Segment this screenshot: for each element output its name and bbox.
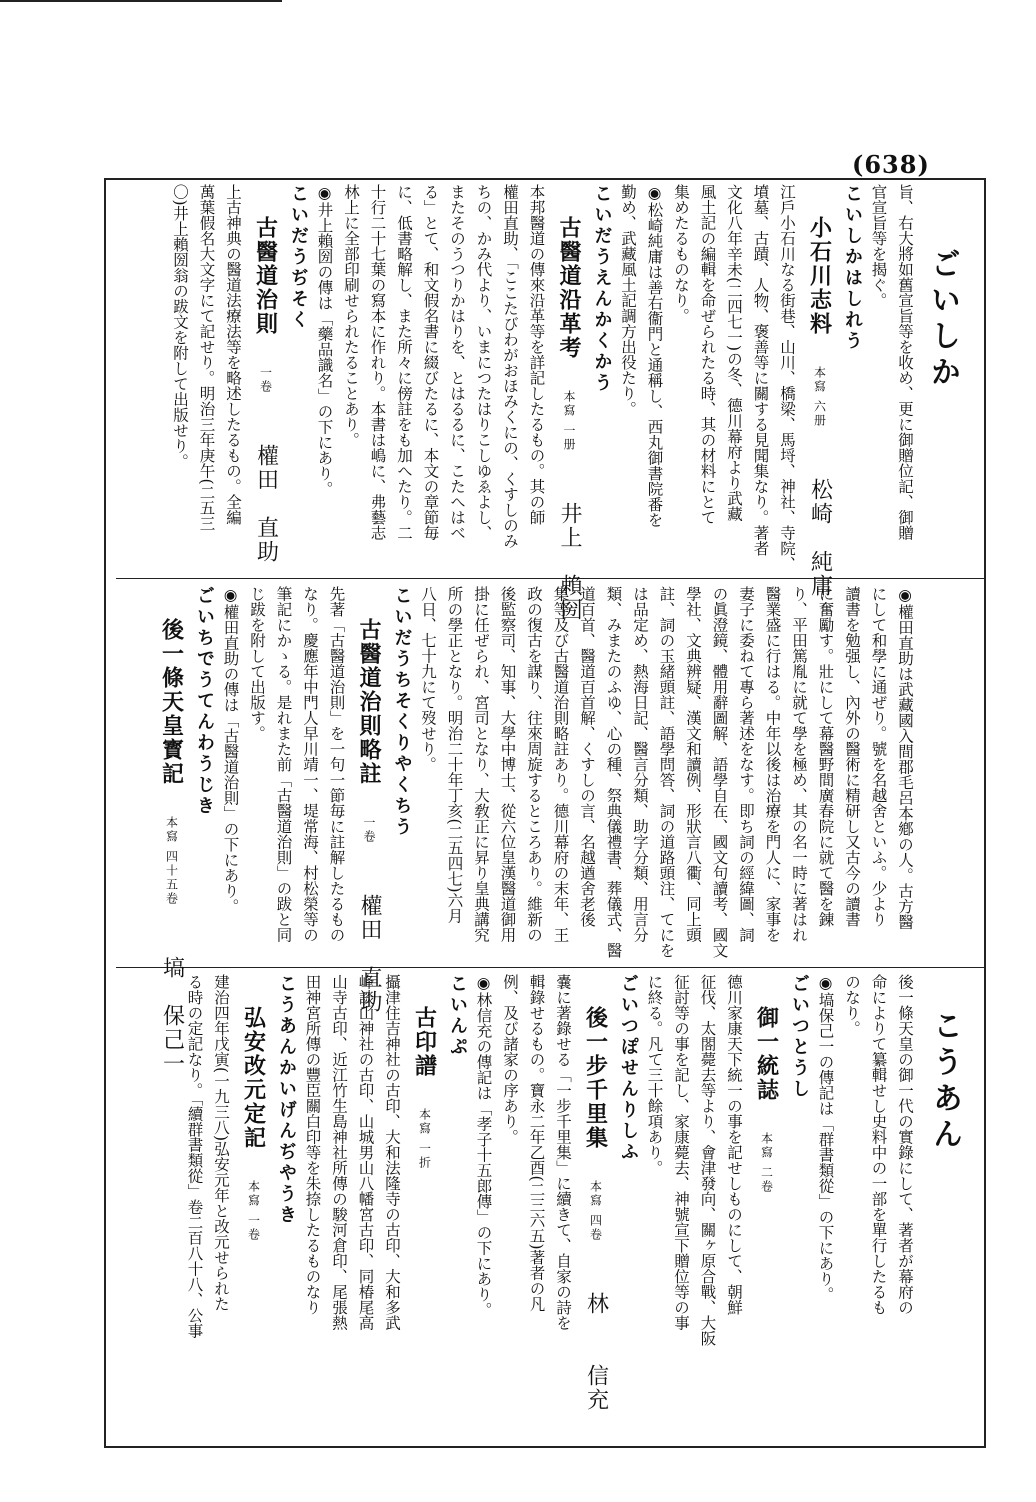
text-line: 山寺古印、近江竹生島神社所傳の駿河倉印、尾張熱 [330,974,348,1331]
text-line: なり。慶應年中門人早川靖一、堤常海、村松榮等の [301,586,319,943]
entry-title: 古醫道治則略註 [356,618,382,786]
text-line: 文化八年辛未(二四七一)の冬、德川幕府より武藏 [725,184,743,522]
entry-author: 權田 直助 [253,444,279,564]
entry-title: 古醫道治則 [252,216,279,336]
text-line: ◉權田直助は武藏國入間郡毛呂本鄕の人。古方醫 [896,586,914,930]
entry-title-line [806,184,833,598]
text-line: ちの、かみ代より、いまにつたはりこしゆゑよし、 [474,184,493,541]
entry-title-line [252,184,279,568]
text-line: 墳墓、古蹟、人物、褒善等に關する見聞集なり。著者 [751,184,770,556]
entry-format: 本寫 四卷 [588,1180,603,1242]
text-line: 征討等の事を記し、家康薨去、神號宣下贈位等の事 [672,974,690,1331]
entry-title-line [356,586,383,1014]
text-line: に奮勵す。壯にして幕醫野間廣春院に就て醫を錬 [816,586,835,927]
entry-author: 林 信充 [583,1291,609,1412]
entry-title-line [158,586,185,1076]
entry-author: 松崎 純庸 [807,477,833,598]
entry-title: 後一步千里集 [582,1006,609,1150]
text-line: じ跋を附して出版す。 [248,586,266,741]
entry-format: 一卷 [258,366,273,394]
entry-title: 後一條天皇寳記 [158,618,185,786]
text-line: 十行二十七葉の寫本に作れり。本書は嶋に、弗藝志 [368,184,387,541]
text-line: は品定め、熱海日記、醫言分類、助字分類、用言分 [631,586,649,943]
guide-word-end: こうあん [927,1010,962,1154]
text-line: 輯錄せるもの。寶永二年乙酉(二三六五)著者の凡 [527,974,546,1312]
entry-title: 小石川志料 [806,216,833,336]
entry-reading: こいだうえんかくかう [591,184,613,394]
entry-reading: ごいつぽせんりしふ [618,974,639,1163]
entry-author: 井上 賴圀 [557,501,582,622]
text-line: 先著「古醫道治則」を一句一節毎に註解したるもの [327,586,346,943]
entry-reading: こいんぷ [447,974,468,1058]
text-line: 妻子に委ねて專ら著述をなす。即ち詞の經緯圖、詞 [737,586,755,943]
text-line: 掛に任ぜられ、宮司となり、大敎正に昇り皇典講究 [472,586,490,943]
entry-title: 御一統誌 [753,1006,780,1102]
text-line: 嚢に著錄せる「一步千里集」に續きて、自家の詩を [554,974,572,1331]
text-line: ◉權田直助の傳は「古醫道治則」の下にあり。 [221,586,240,914]
text-band-3 [132,974,918,1442]
entry-title-line [240,974,267,1442]
text-line: 田神宮所傳の豐臣關白印等を朱捺したるものなり [303,974,322,1315]
text-line: 攝津住吉神社の古印、大和法隆寺の古印、大和多武 [383,974,401,1331]
text-line: 筆記にかゝる。是れまた前「古醫道治則」の跋と同 [274,586,293,943]
entry-title: 弘安改元定記 [240,1006,267,1150]
text-line: のなり。 [843,974,861,1036]
entry-author: 塙 保己一 [159,955,185,1076]
text-line: 風土記の編輯を命ぜられたる時、其の材料にとて [698,184,717,525]
entry-format: 本寫 一卷 [246,1180,261,1242]
text-line: 政の復古を謀り、往來周旋するところあり。維新の [525,586,543,943]
text-line: 上古神典の醫道法療法等を略述したるもの。全編 [224,184,242,525]
entry-reading: こいしかはしれう [842,184,863,352]
text-line: 〇)井上賴圀翁の跋文を附して出版せり。 [171,184,189,470]
entry-reading: こいだうちそくりやくちう [391,586,413,838]
text-line: またそのうつりかはりを、とはるるに、こたへはべ [448,184,466,541]
text-line: る時の定記なり。「續群書類從」卷二百八十八、公事 [185,974,204,1339]
text-line: 萬葉假名大文字にて記せり。明治三年庚午(二五三 [197,184,216,532]
text-line: 類、みまたのふゆ、心の種、祭典儀禮書、葬儀式、醫 [604,586,623,958]
text-line: 醫業盛に行はる。中年以後は治療を門人に、家事を [763,586,782,943]
entry-title-line [411,974,438,1442]
entry-reading: こうあんかいげんぢやうき [276,974,297,1226]
text-line: り、平田篤胤に就て學を極め、其の名一時に著はれ [790,586,808,943]
text-line: 江戶小石川なる街巷、山川、橋梁、馬埒、神社、寺院、 [778,184,796,572]
text-line: 集めたるものなり。 [672,184,690,324]
text-line: ◉井上賴圀の傳は「藥品識名」の下にあり。 [315,184,334,497]
entry-title: 古印譜 [411,1006,438,1078]
text-line: 峰談山神社の古印、山城男山八幡宮古印、同椿尾高 [356,974,375,1331]
text-line: 讀書を勉强し、內外の醫術に精研し又古今の讀書 [843,586,861,927]
text-line: に、低書略解し、また所々に傍註をも加へたり。二 [395,184,413,541]
entry-format: 本寫 一折 [417,1108,432,1170]
entry-format: 本寫 四十五卷 [164,816,179,906]
text-line: 旨、右大將如舊宣旨等を收め、更に御贈位記、御贈 [896,184,914,541]
text-band-1 [132,184,918,622]
entry-reading: こいだうぢそく [288,184,309,331]
text-line: 林上に全部印刷せられたることあり。 [342,184,360,448]
entry-title-line [556,184,583,622]
page-number: (638) [852,150,930,179]
text-line: 道百首、醫道百首解、くすしの言、名越遒舍老後 [578,586,596,927]
text-line: の眞澄鏡、體用辭圖解、語學自在、國文句讀考、國文 [710,586,729,958]
text-line: ◉林信充の傳記は「孝子十五郎傳」の下にあり。 [474,974,493,1318]
top-rule [0,0,282,2]
text-line: にして和學に通ぜり。號を名越舍といふ。少より [869,586,888,927]
text-line: 本邦醫道の傳來沿革等を詳記したるもの。其の師 [527,184,546,525]
entry-title-line [582,974,609,1442]
entry-format: 本寫 一册 [562,390,576,452]
text-line: 命によりて纂輯せし史料中の一部を單行したるも [869,974,888,1315]
text-line: る」とて、和文假名書に綴びたるに、本文の章節毎 [421,184,440,541]
text-line: に終る。凡て三十餘項あり。 [645,974,664,1176]
entry-format: 一卷 [362,816,376,844]
text-line: ◉松崎純庸は善右衞門と通稱し、西丸御書院番を [645,184,664,528]
text-line: 勤め、武藏風土記調方出役たり。 [619,184,637,417]
entry-format: 本寫 六册 [812,366,827,428]
text-line: 所の學正となり。明治二十年丁亥(二五四七)六月 [445,586,464,924]
entry-reading: ごいちでうてんわうじき [194,586,215,817]
text-line: 官宣旨等を揭ぐ。 [869,184,888,308]
text-line: 學社、文典辨疑、漢文和讀例、形狀言八衢、同上頭 [684,586,702,943]
entry-author: 權田 直助 [357,894,382,1014]
text-line: ◉塙保己一の傳記は「群書類從」の下にあり。 [816,974,835,1302]
entry-title-line [753,974,780,1442]
text-line: 註、詞の玉緒頭註、語學問答、詞の道路頭注、てにを [657,586,676,958]
text-line: 建治四年戊寅(一九三八)弘安元年と改元せられた [212,974,230,1312]
band-divider-1 [116,578,984,579]
text-line: 後監察司、知事、大學中博士、從六位皇漢醫道御用 [498,586,517,943]
band-divider-2 [116,967,984,968]
text-line: 德川家康天下統一の事を記せしものにして、朝鮮 [725,974,743,1315]
text-line: 八日、七十九にて歿せり。 [419,586,437,772]
text-line: 征伐、太閤薨去等より、會津發向、關ヶ原合戰、大阪 [698,974,717,1346]
entry-reading: ごいつとうし [789,974,810,1100]
entry-format: 本寫 二卷 [759,1132,774,1194]
text-line: 權田直助、「ここたびわがおほみくにの、くすしのみ [501,184,519,549]
text-line: 集等及び古醫道治則略註あり。德川幕府の末年、王 [551,586,570,943]
entry-title: 古醫道沿革考 [556,216,582,360]
text-line: 例、及び諸家の序あり。 [501,974,519,1145]
guide-word-start: ごいしか [925,248,960,392]
text-line: 後一條天皇の御一代の實錄にして、著者が幕府の [896,974,914,1315]
